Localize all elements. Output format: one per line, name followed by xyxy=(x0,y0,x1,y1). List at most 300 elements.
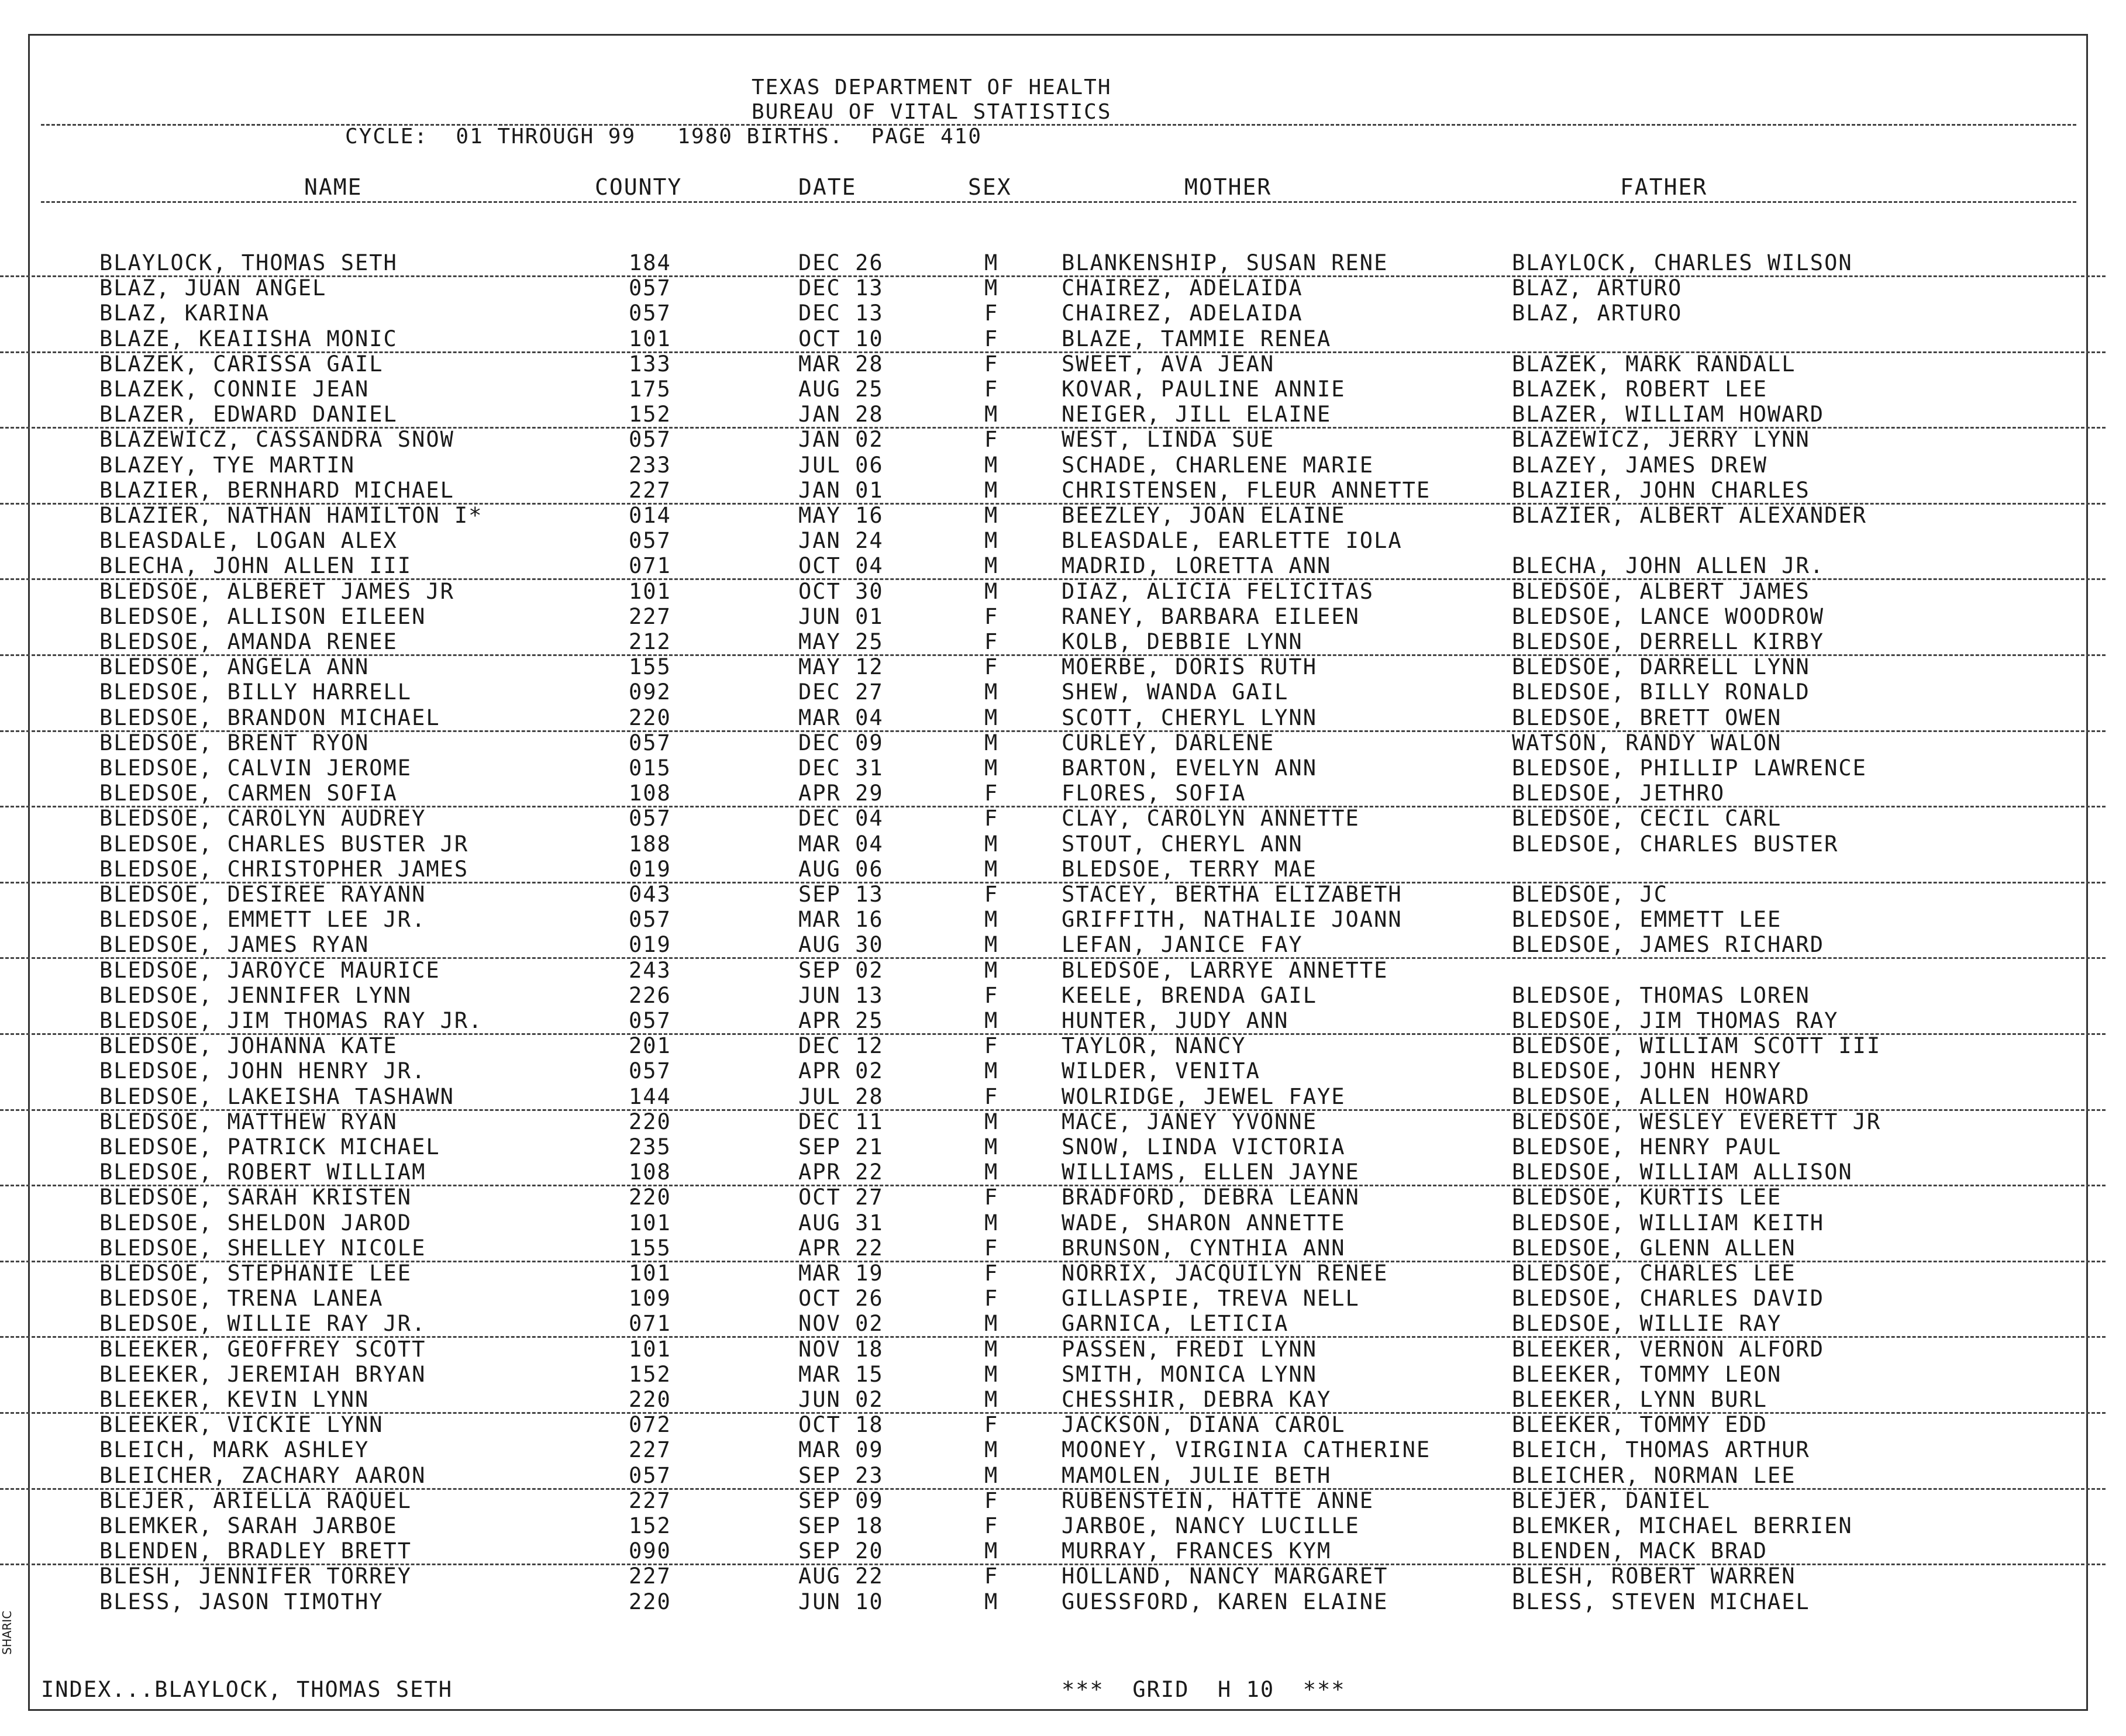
table-row xyxy=(0,1387,2106,1414)
cell-sex: M xyxy=(984,1336,999,1362)
cell-name: BLAZEY, TYE MARTIN xyxy=(99,452,355,478)
table-row xyxy=(0,1084,2106,1111)
table-row xyxy=(0,579,2106,604)
cell-name: BLESH, JENNIFER TORREY xyxy=(99,1564,412,1589)
cell-name: BLEDSOE, JOHN HENRY JR. xyxy=(99,1058,426,1084)
cell-father: BLEMKER, MICHAEL BERRIEN xyxy=(1512,1513,1853,1538)
cell-county: 057 xyxy=(629,275,671,301)
cell-county: 108 xyxy=(629,1159,671,1185)
cell-name: BLEDSOE, JAMES RYAN xyxy=(99,932,370,958)
cell-county: 101 xyxy=(629,1336,671,1362)
cell-sex: F xyxy=(984,351,999,377)
cell-mother: MACE, JANEY YVONNE xyxy=(1062,1109,1317,1134)
cell-name: BLAZER, EDWARD DANIEL xyxy=(99,402,398,427)
cell-father: BLEDSOE, THOMAS LOREN xyxy=(1512,982,1810,1008)
cell-date: MAR 15 xyxy=(798,1361,884,1387)
cell-mother: CHAIREZ, ADELAIDA xyxy=(1062,275,1303,301)
table-row xyxy=(0,1134,2106,1159)
cell-sex: M xyxy=(984,528,999,554)
cell-county: 144 xyxy=(629,1083,671,1109)
cell-father: BLAZEWICZ, JERRY LYNN xyxy=(1512,427,1810,453)
cell-name: BLEDSOE, MATTHEW RYAN xyxy=(99,1109,398,1134)
table-row xyxy=(0,1159,2106,1186)
cell-father: BLEDSOE, WILLIAM SCOTT III xyxy=(1512,1033,1882,1059)
cell-father: BLAZEK, MARK RANDALL xyxy=(1512,351,1796,377)
cell-name: BLEDSOE, STEPHANIE LEE xyxy=(99,1261,412,1286)
cell-mother: MAMOLEN, JULIE BETH xyxy=(1062,1462,1332,1488)
cell-mother: LEFAN, JANICE FAY xyxy=(1062,932,1303,958)
cell-date: SEP 09 xyxy=(798,1487,884,1513)
cell-sex: F xyxy=(984,629,999,654)
cell-sex: F xyxy=(984,301,999,326)
cell-father: BLEDSOE, EMMETT LEE xyxy=(1512,907,1782,933)
cell-name: BLEDSOE, JOHANNA KATE xyxy=(99,1033,398,1059)
cell-date: APR 02 xyxy=(798,1058,884,1084)
cell-date: AUG 06 xyxy=(798,856,884,882)
cell-sex: F xyxy=(984,1564,999,1589)
cell-mother: CHAIREZ, ADELAIDA xyxy=(1062,301,1303,326)
cell-name: BLAYLOCK, THOMAS SETH xyxy=(99,250,398,275)
table-row xyxy=(0,705,2106,732)
cell-mother: MADRID, LORETTA ANN xyxy=(1062,553,1332,579)
cell-date: MAY 16 xyxy=(798,503,884,528)
cell-father: BLAZEY, JAMES DREW xyxy=(1512,452,1767,478)
cell-mother: KOVAR, PAULINE ANNIE xyxy=(1062,377,1346,402)
cell-county: 057 xyxy=(629,1008,671,1033)
cell-sex: M xyxy=(984,705,999,730)
cell-father: BLEDSOE, CHARLES DAVID xyxy=(1512,1286,1825,1312)
cell-mother: WEST, LINDA SUE xyxy=(1062,427,1275,453)
cell-county: 057 xyxy=(629,907,671,933)
cell-sex: M xyxy=(984,831,999,857)
cell-mother: HUNTER, JUDY ANN xyxy=(1062,1008,1289,1033)
table-row xyxy=(0,679,2106,705)
cell-name: BLEMKER, SARAH JARBOE xyxy=(99,1513,398,1538)
cell-mother: WADE, SHARON ANNETTE xyxy=(1062,1210,1346,1235)
cell-county: 071 xyxy=(629,1311,671,1337)
footer-index: INDEX...BLAYLOCK, THOMAS SETH xyxy=(41,1677,453,1702)
cell-sex: M xyxy=(984,755,999,781)
cell-date: MAY 25 xyxy=(798,629,884,654)
cell-county: 072 xyxy=(629,1412,671,1438)
cell-father: BLEDSOE, DERRELL KIRBY xyxy=(1512,629,1825,654)
table-row xyxy=(0,250,2106,277)
cell-father: BLAZ, ARTURO xyxy=(1512,301,1683,326)
cell-mother: CHRISTENSEN, FLEUR ANNETTE xyxy=(1062,477,1431,503)
cell-county: 227 xyxy=(629,477,671,503)
cell-county: 212 xyxy=(629,629,671,654)
cell-sex: F xyxy=(984,1261,999,1286)
cell-date: JUN 01 xyxy=(798,603,884,629)
table-row xyxy=(0,402,2106,429)
header-bureau: BUREAU OF VITAL STATISTICS xyxy=(752,100,1112,124)
cell-name: BLEDSOE, CAROLYN AUDREY xyxy=(99,806,426,831)
cell-sex: M xyxy=(984,553,999,579)
table-row xyxy=(0,528,2106,553)
cell-mother: GUESSFORD, KAREN ELAINE xyxy=(1062,1589,1388,1614)
table-row xyxy=(0,553,2106,580)
cell-mother: MURRAY, FRANCES KYM xyxy=(1062,1538,1332,1564)
footer-grid: *** GRID H 10 *** xyxy=(1062,1677,1346,1702)
cell-father: BLESH, ROBERT WARREN xyxy=(1512,1564,1796,1589)
table-row xyxy=(0,1513,2106,1538)
cell-sex: F xyxy=(984,1412,999,1438)
cell-sex: F xyxy=(984,1033,999,1059)
cell-father: BLEDSOE, GLENN ALLEN xyxy=(1512,1235,1796,1261)
table-row xyxy=(0,1058,2106,1083)
cell-father: BLEEKER, LYNN BURL xyxy=(1512,1387,1767,1412)
cell-father: BLEDSOE, KURTIS LEE xyxy=(1512,1185,1782,1210)
cell-father: BLENDEN, MACK BRAD xyxy=(1512,1538,1767,1564)
cell-county: 220 xyxy=(629,1185,671,1210)
cell-date: JUN 13 xyxy=(798,982,884,1008)
table-row xyxy=(0,1463,2106,1490)
cell-name: BLEDSOE, WILLIE RAY JR. xyxy=(99,1311,426,1337)
cell-county: 155 xyxy=(629,1235,671,1261)
cell-name: BLEDSOE, SARAH KRISTEN xyxy=(99,1185,412,1210)
cell-name: BLEEKER, KEVIN LYNN xyxy=(99,1387,370,1412)
cell-county: 227 xyxy=(629,1437,671,1463)
cell-date: OCT 26 xyxy=(798,1286,884,1312)
cell-sex: F xyxy=(984,1185,999,1210)
cell-name: BLEDSOE, JAROYCE MAURICE xyxy=(99,957,440,983)
cell-date: OCT 30 xyxy=(798,578,884,604)
cell-name: BLAZ, JUAN ANGEL xyxy=(99,275,327,301)
cell-father: BLEDSOE, JOHN HENRY xyxy=(1512,1058,1782,1084)
cell-mother: SNOW, LINDA VICTORIA xyxy=(1062,1134,1346,1159)
cell-date: MAR 04 xyxy=(798,705,884,730)
column-header-name: NAME xyxy=(304,174,363,200)
cell-sex: M xyxy=(984,1134,999,1159)
cell-name: BLEDSOE, BRENT RYON xyxy=(99,730,370,755)
cell-mother: BLAZE, TAMMIE RENEA xyxy=(1062,326,1332,351)
cell-date: JAN 28 xyxy=(798,402,884,427)
cell-date: MAR 19 xyxy=(798,1261,884,1286)
cell-mother: NEIGER, JILL ELAINE xyxy=(1062,402,1332,427)
cell-sex: M xyxy=(984,503,999,528)
cell-date: AUG 22 xyxy=(798,1564,884,1589)
cell-father: BLEDSOE, ALBERT JAMES xyxy=(1512,578,1810,604)
cell-date: DEC 12 xyxy=(798,1033,884,1059)
cell-sex: F xyxy=(984,603,999,629)
cell-name: BLEDSOE, CALVIN JEROME xyxy=(99,755,412,781)
cell-name: BLEDSOE, BRANDON MICHAEL xyxy=(99,705,440,730)
cell-date: AUG 25 xyxy=(798,377,884,402)
table-row xyxy=(0,478,2106,505)
cell-sex: F xyxy=(984,882,999,907)
cell-sex: M xyxy=(984,1387,999,1412)
cell-date: AUG 31 xyxy=(798,1210,884,1235)
cell-county: 152 xyxy=(629,402,671,427)
cell-county: 227 xyxy=(629,1564,671,1589)
cell-sex: M xyxy=(984,679,999,705)
cell-county: 227 xyxy=(629,1487,671,1513)
cell-mother: CURLEY, DARLENE xyxy=(1062,730,1275,755)
table-row xyxy=(0,1008,2106,1035)
cell-name: BLEDSOE, CHARLES BUSTER JR xyxy=(99,831,469,857)
cell-father: BLEICHER, NORMAN LEE xyxy=(1512,1462,1796,1488)
cell-county: 235 xyxy=(629,1134,671,1159)
cell-name: BLEICHER, ZACHARY AARON xyxy=(99,1462,426,1488)
cell-county: 092 xyxy=(629,679,671,705)
cell-mother: DIAZ, ALICIA FELICITAS xyxy=(1062,578,1374,604)
cell-sex: M xyxy=(984,856,999,882)
column-header-separator xyxy=(41,201,2076,203)
cell-county: 090 xyxy=(629,1538,671,1564)
cell-mother: RANEY, BARBARA EILEEN xyxy=(1062,603,1360,629)
table-row xyxy=(0,1210,2106,1235)
cell-name: BLAZ, KARINA xyxy=(99,301,270,326)
cell-name: BLAZEWICZ, CASSANDRA SNOW xyxy=(99,427,454,453)
cell-sex: F xyxy=(984,982,999,1008)
header-cycle: CYCLE: 01 THROUGH 99 1980 BIRTHS. PAGE 410 xyxy=(345,125,982,149)
cell-sex: M xyxy=(984,1311,999,1337)
cell-mother: CLAY, CAROLYN ANNETTE xyxy=(1062,806,1360,831)
cell-mother: SHEW, WANDA GAIL xyxy=(1062,679,1289,705)
cell-name: BLECHA, JOHN ALLEN III xyxy=(99,553,412,579)
cell-name: BLEDSOE, DESIREE RAYANN xyxy=(99,882,426,907)
cell-name: BLEDSOE, JIM THOMAS RAY JR. xyxy=(99,1008,483,1033)
cell-date: DEC 27 xyxy=(798,679,884,705)
cell-date: JUL 28 xyxy=(798,1083,884,1109)
cell-name: BLEJER, ARIELLA RAQUEL xyxy=(99,1487,412,1513)
cell-mother: STOUT, CHERYL ANN xyxy=(1062,831,1303,857)
cell-name: BLEICH, MARK ASHLEY xyxy=(99,1437,370,1463)
cell-mother: GARNICA, LETICIA xyxy=(1062,1311,1289,1337)
cell-mother: CHESSHIR, DEBRA KAY xyxy=(1062,1387,1332,1412)
cell-father: BLEDSOE, WILLIE RAY xyxy=(1512,1311,1782,1337)
side-mark: SHARIC xyxy=(0,1610,14,1655)
table-row xyxy=(0,755,2106,781)
table-row xyxy=(0,1185,2106,1210)
cell-sex: F xyxy=(984,1513,999,1538)
cell-mother: JARBOE, NANCY LUCILLE xyxy=(1062,1513,1360,1538)
table-row xyxy=(0,1109,2106,1134)
cell-mother: PASSEN, FREDI LYNN xyxy=(1062,1336,1317,1362)
table-row xyxy=(0,806,2106,831)
cell-mother: BLEDSOE, TERRY MAE xyxy=(1062,856,1317,882)
cell-father: BLAZER, WILLIAM HOWARD xyxy=(1512,402,1825,427)
cell-name: BLEDSOE, SHELDON JAROD xyxy=(99,1210,412,1235)
cell-date: OCT 10 xyxy=(798,326,884,351)
cell-father: BLEJER, DANIEL xyxy=(1512,1487,1711,1513)
cell-name: BLEASDALE, LOGAN ALEX xyxy=(99,528,398,554)
cell-date: JUN 02 xyxy=(798,1387,884,1412)
cell-name: BLEDSOE, TRENA LANEA xyxy=(99,1286,384,1312)
cell-father: BLEICH, THOMAS ARTHUR xyxy=(1512,1437,1810,1463)
column-header-county: COUNTY xyxy=(595,174,683,200)
cell-date: SEP 02 xyxy=(798,957,884,983)
cell-sex: F xyxy=(984,1487,999,1513)
table-row xyxy=(0,1437,2106,1462)
cell-sex: M xyxy=(984,452,999,478)
cell-county: 101 xyxy=(629,1210,671,1235)
cell-father: WATSON, RANDY WALON xyxy=(1512,730,1782,755)
cell-county: 109 xyxy=(629,1286,671,1312)
table-row xyxy=(0,831,2106,857)
cell-sex: F xyxy=(984,1235,999,1261)
cell-name: BLEDSOE, BILLY HARRELL xyxy=(99,679,412,705)
table-row xyxy=(0,1362,2106,1387)
cell-county: 155 xyxy=(629,654,671,680)
cell-county: 184 xyxy=(629,250,671,275)
cell-name: BLESS, JASON TIMOTHY xyxy=(99,1589,384,1614)
cell-sex: M xyxy=(984,1462,999,1488)
cell-name: BLEEKER, GEOFFREY SCOTT xyxy=(99,1336,426,1362)
cell-mother: SCOTT, CHERYL LYNN xyxy=(1062,705,1317,730)
cell-name: BLEDSOE, JENNIFER LYNN xyxy=(99,982,412,1008)
cell-date: MAR 16 xyxy=(798,907,884,933)
cell-county: 014 xyxy=(629,503,671,528)
cell-mother: HOLLAND, NANCY MARGARET xyxy=(1062,1564,1388,1589)
cell-county: 057 xyxy=(629,301,671,326)
cell-date: DEC 13 xyxy=(798,301,884,326)
cell-name: BLEEKER, JEREMIAH BRYAN xyxy=(99,1361,426,1387)
cell-date: OCT 18 xyxy=(798,1412,884,1438)
cell-county: 019 xyxy=(629,856,671,882)
cell-date: DEC 26 xyxy=(798,250,884,275)
table-row xyxy=(0,1589,2106,1614)
cell-date: SEP 20 xyxy=(798,1538,884,1564)
cell-mother: BRUNSON, CYNTHIA ANN xyxy=(1062,1235,1346,1261)
cell-date: NOV 02 xyxy=(798,1311,884,1337)
column-header-mother: MOTHER xyxy=(1184,174,1272,200)
cell-date: DEC 31 xyxy=(798,755,884,781)
cell-mother: STACEY, BERTHA ELIZABETH xyxy=(1062,882,1403,907)
cell-name: BLAZIER, BERNHARD MICHAEL xyxy=(99,477,454,503)
cell-name: BLEDSOE, EMMETT LEE JR. xyxy=(99,907,426,933)
cell-father: BLAZIER, ALBERT ALEXANDER xyxy=(1512,503,1867,528)
header-department: TEXAS DEPARTMENT OF HEALTH xyxy=(752,75,1112,99)
cell-name: BLAZE, KEAIISHA MONIC xyxy=(99,326,398,351)
cell-mother: BLANKENSHIP, SUSAN RENE xyxy=(1062,250,1388,275)
cell-mother: BARTON, EVELYN ANN xyxy=(1062,755,1317,781)
cell-date: APR 22 xyxy=(798,1159,884,1185)
cell-county: 175 xyxy=(629,377,671,402)
cell-sex: M xyxy=(984,1210,999,1235)
cell-mother: WOLRIDGE, JEWEL FAYE xyxy=(1062,1083,1346,1109)
cell-date: JAN 02 xyxy=(798,427,884,453)
table-row xyxy=(0,1488,2106,1513)
cell-name: BLENDEN, BRADLEY BRETT xyxy=(99,1538,412,1564)
cell-mother: NORRIX, JACQUILYN RENEE xyxy=(1062,1261,1388,1286)
cell-date: OCT 27 xyxy=(798,1185,884,1210)
cell-sex: M xyxy=(984,1538,999,1564)
cell-name: BLEDSOE, ALLISON EILEEN xyxy=(99,603,426,629)
cell-date: APR 29 xyxy=(798,781,884,806)
cell-mother: MOERBE, DORIS RUTH xyxy=(1062,654,1317,680)
table-row xyxy=(0,730,2106,755)
cell-date: MAR 28 xyxy=(798,351,884,377)
table-row xyxy=(0,1286,2106,1311)
cell-date: JAN 01 xyxy=(798,477,884,503)
cell-sex: M xyxy=(984,957,999,983)
cell-mother: WILDER, VENITA xyxy=(1062,1058,1260,1084)
cell-sex: F xyxy=(984,1286,999,1312)
cell-sex: M xyxy=(984,907,999,933)
table-row xyxy=(0,1033,2106,1058)
cell-father: BLEDSOE, JETHRO xyxy=(1512,781,1725,806)
table-row xyxy=(0,453,2106,478)
cell-sex: F xyxy=(984,654,999,680)
cell-county: 057 xyxy=(629,528,671,554)
cell-sex: M xyxy=(984,1361,999,1387)
cell-mother: TAYLOR, NANCY xyxy=(1062,1033,1246,1059)
cell-father: BLEDSOE, LANCE WOODROW xyxy=(1512,603,1825,629)
cell-mother: SCHADE, CHARLENE MARIE xyxy=(1062,452,1374,478)
cell-father: BLEEKER, TOMMY EDD xyxy=(1512,1412,1767,1438)
cell-father: BLAZ, ARTURO xyxy=(1512,275,1683,301)
cell-date: NOV 18 xyxy=(798,1336,884,1362)
cell-county: 043 xyxy=(629,882,671,907)
cell-date: JUN 10 xyxy=(798,1589,884,1614)
cell-date: SEP 21 xyxy=(798,1134,884,1159)
cell-county: 233 xyxy=(629,452,671,478)
cell-county: 057 xyxy=(629,1462,671,1488)
cell-mother: KOLB, DEBBIE LYNN xyxy=(1062,629,1303,654)
cell-date: SEP 13 xyxy=(798,882,884,907)
table-row xyxy=(0,604,2106,629)
cell-sex: M xyxy=(984,1159,999,1185)
cell-father: BLEDSOE, PHILLIP LAWRENCE xyxy=(1512,755,1867,781)
cell-sex: M xyxy=(984,1589,999,1614)
table-row xyxy=(0,1412,2106,1437)
cell-county: 108 xyxy=(629,781,671,806)
cell-father: BLAYLOCK, CHARLES WILSON xyxy=(1512,250,1853,275)
cell-mother: BRADFORD, DEBRA LEANN xyxy=(1062,1185,1360,1210)
cell-father: BLAZEK, ROBERT LEE xyxy=(1512,377,1767,402)
cell-date: DEC 13 xyxy=(798,275,884,301)
cell-date: JUL 06 xyxy=(798,452,884,478)
column-header-father: FATHER xyxy=(1620,174,1708,200)
cell-mother: MOONEY, VIRGINIA CATHERINE xyxy=(1062,1437,1431,1463)
cell-county: 101 xyxy=(629,326,671,351)
column-header-sex: SEX xyxy=(968,174,1012,200)
table-row xyxy=(0,857,2106,883)
cell-county: 057 xyxy=(629,427,671,453)
table-row xyxy=(0,377,2106,402)
cell-sex: F xyxy=(984,326,999,351)
cell-date: OCT 04 xyxy=(798,553,884,579)
cell-sex: M xyxy=(984,275,999,301)
table-row xyxy=(0,882,2106,907)
cell-mother: FLORES, SOFIA xyxy=(1062,781,1246,806)
cell-sex: M xyxy=(984,250,999,275)
table-row xyxy=(0,983,2106,1008)
cell-date: APR 25 xyxy=(798,1008,884,1033)
cell-father: BLEDSOE, HENRY PAUL xyxy=(1512,1134,1782,1159)
cell-county: 015 xyxy=(629,755,671,781)
cell-name: BLEDSOE, LAKEISHA TASHAWN xyxy=(99,1083,454,1109)
cell-date: SEP 23 xyxy=(798,1462,884,1488)
cell-name: BLEDSOE, CHRISTOPHER JAMES xyxy=(99,856,469,882)
table-row xyxy=(0,958,2106,983)
cell-county: 152 xyxy=(629,1513,671,1538)
column-header-date: DATE xyxy=(798,174,857,200)
cell-father: BLEDSOE, ALLEN HOWARD xyxy=(1512,1083,1810,1109)
cell-father: BLAZIER, JOHN CHARLES xyxy=(1512,477,1810,503)
cell-county: 220 xyxy=(629,1589,671,1614)
table-row xyxy=(0,932,2106,959)
cell-county: 101 xyxy=(629,578,671,604)
cell-date: APR 22 xyxy=(798,1235,884,1261)
table-row xyxy=(0,1538,2106,1565)
cell-mother: GILLASPIE, TREVA NELL xyxy=(1062,1286,1360,1312)
cell-sex: F xyxy=(984,806,999,831)
table-row xyxy=(0,351,2106,377)
table-row xyxy=(0,1311,2106,1338)
cell-mother: WILLIAMS, ELLEN JAYNE xyxy=(1062,1159,1360,1185)
